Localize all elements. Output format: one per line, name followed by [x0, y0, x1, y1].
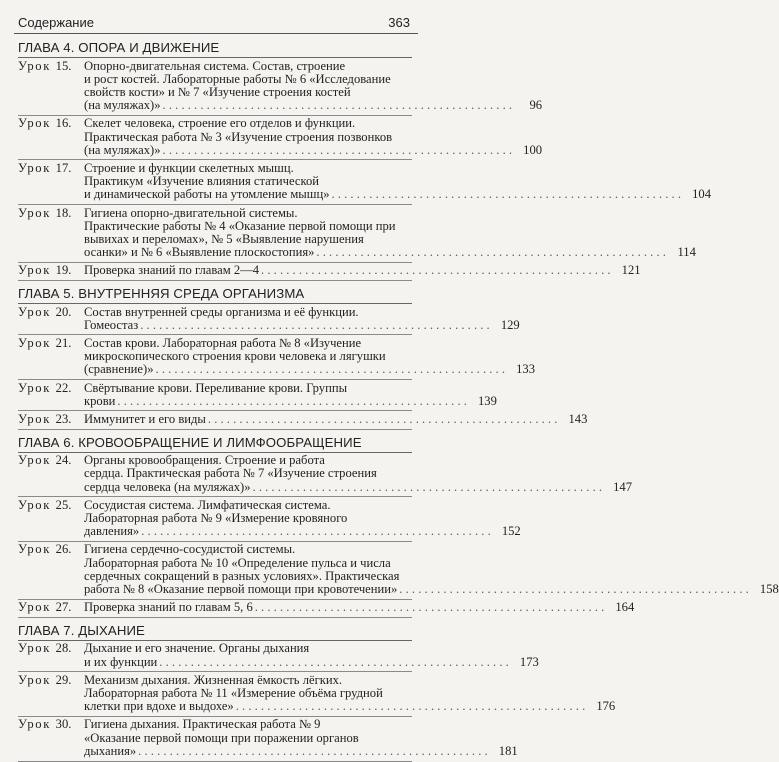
lesson-title-line [84, 131, 512, 144]
lesson-word: Урок [18, 641, 51, 656]
lesson-word: Урок [18, 263, 51, 278]
lesson-title-text: Гомеостаз [84, 317, 139, 332]
lesson-title [84, 117, 514, 157]
lesson-title-text: (на муляжах)» [84, 98, 161, 113]
lesson-title-text: давления» [84, 524, 140, 539]
lesson-title-text: Строение и функции скелетных мышц. [84, 160, 294, 175]
entry-page-number: 129 [500, 317, 520, 332]
lesson-title-text: Гигиена дыхания. Практическая работа № 9 [84, 717, 321, 732]
dot-leader [156, 363, 505, 376]
lesson-title-text: Состав внутренней среды организма и её функции. [84, 304, 359, 319]
lesson-title [84, 207, 668, 260]
lesson-title-line [84, 363, 505, 376]
lesson-title-text: крови [84, 393, 116, 408]
toc-entry[interactable] [18, 600, 635, 618]
entry-page-number: 121 [621, 263, 641, 278]
lesson-number: 23. [55, 411, 72, 426]
lesson-title-text: Иммунитет и его виды [84, 411, 206, 426]
page-header [14, 0, 418, 34]
lesson-label [18, 337, 84, 377]
dot-leader [163, 99, 512, 112]
lesson-title-line [84, 481, 602, 494]
lesson-title-line [84, 700, 585, 713]
lesson-title-line [84, 467, 602, 480]
lesson-word: Урок [18, 717, 51, 732]
entry-page-number: 176 [596, 699, 616, 714]
dot-leader [316, 246, 665, 259]
lesson-number: 29. [55, 672, 72, 687]
lesson-word: Урок [18, 672, 51, 687]
lesson-title-text: Лабораторная работа № 11 «Измерение объёма грудной [84, 686, 383, 701]
lesson-number: 19. [55, 263, 72, 278]
lesson-title-line [84, 601, 604, 614]
dot-leader [399, 583, 748, 596]
lesson-title-text: микроскопического строения крови человека и лягушки [84, 349, 386, 364]
entry-page-number: 133 [516, 362, 535, 377]
lesson-title-text: Дыхание и его значение. Органы дыхания [84, 641, 310, 656]
entry-page-number: 100 [523, 142, 543, 157]
toc-entry[interactable] [18, 411, 588, 429]
lesson-title [84, 454, 604, 494]
lesson-title-line [84, 306, 490, 319]
dot-leader [140, 319, 489, 332]
dot-leader [255, 601, 604, 614]
toc-entry[interactable] [18, 58, 543, 116]
lesson-title-line [84, 188, 681, 201]
lesson-label [18, 264, 84, 277]
lesson-label [18, 718, 84, 758]
entry-page-number: 104 [692, 187, 711, 202]
lesson-title-line [84, 642, 509, 655]
dot-leader [138, 745, 487, 758]
lesson-title-line [84, 525, 491, 538]
lesson-word: Урок [18, 453, 51, 468]
toc-entry[interactable] [18, 641, 539, 672]
lesson-title [84, 162, 683, 202]
toc-entry[interactable] [18, 380, 497, 411]
lesson-label [18, 601, 84, 614]
entry-page-number: 147 [613, 479, 633, 494]
lesson-title-line [84, 745, 488, 758]
lesson-title-text: Механизм дыхания. Жизненная ёмкость лёгких. [84, 672, 343, 687]
toc-entry[interactable] [18, 304, 520, 335]
entry-page-number: 96 [529, 98, 543, 113]
lesson-title-text: и их функции [84, 654, 158, 669]
lesson-title [84, 382, 469, 408]
dot-leader [253, 481, 602, 494]
lesson-word: Урок [18, 600, 51, 615]
lesson-title [84, 60, 514, 113]
entry-page-number: 173 [519, 654, 539, 669]
lesson-title-text: Лабораторная работа № 9 «Измерение кровяного [84, 510, 348, 525]
toc-entry[interactable] [18, 717, 518, 762]
lesson-title-text: Гигиена опорно-двигательной системы. [84, 205, 298, 220]
lesson-title-text: клетки при вдохе и выдохе» [84, 699, 234, 714]
lesson-title-line [84, 413, 557, 426]
toc-entry[interactable] [18, 160, 711, 205]
toc-entry[interactable] [18, 497, 521, 542]
entry-page-number: 164 [615, 600, 635, 615]
lesson-title [84, 499, 493, 539]
lesson-title [84, 543, 751, 596]
entry-page-number: 143 [568, 411, 588, 426]
toc-entry[interactable] [18, 263, 641, 281]
lesson-title-text: Практикум «Изучение влияния статической [84, 174, 320, 189]
lesson-title-text: (на муляжах)» [84, 142, 161, 157]
lesson-number: 18. [55, 205, 72, 220]
lesson-label [18, 306, 84, 332]
lesson-label [18, 382, 84, 408]
lesson-title-text: свойств кости» и № 7 «Изучение строения костей [84, 84, 351, 99]
lesson-title-text: осанки» и № 6 «Выявление плоскостопия» [84, 245, 315, 260]
entry-page-number: 158 [759, 582, 779, 596]
toc-entry[interactable] [18, 116, 543, 161]
dot-leader [141, 525, 490, 538]
lesson-number: 22. [55, 380, 72, 395]
lesson-title-line [84, 732, 488, 745]
lesson-title-text: Проверка знаний по главам 2—4 [84, 263, 260, 278]
lesson-word: Урок [18, 205, 51, 220]
chapter-heading: ГЛАВА 5. ВНУТРЕННЯЯ СРЕДА ОРГАНИЗМА [18, 286, 412, 304]
lesson-title-text: и динамической работы на утомление мышц» [84, 187, 330, 202]
lesson-title [84, 306, 492, 332]
entry-page-number: 139 [478, 393, 497, 408]
lesson-word: Урок [18, 335, 51, 350]
lesson-word: Урок [18, 304, 51, 319]
lesson-title [84, 337, 507, 377]
lesson-label [18, 413, 84, 426]
lesson-number: 30. [55, 717, 72, 732]
lesson-label [18, 454, 84, 494]
lesson-number: 24. [55, 453, 72, 468]
dot-leader [163, 144, 512, 157]
lesson-title-text: вывихах и переломах», № 5 «Выявление нарушения [84, 231, 364, 246]
lesson-title-line [84, 264, 611, 277]
lesson-title-text: Сосудистая система. Лимфатическая система. [84, 497, 331, 512]
entry-page-number: 152 [501, 524, 521, 539]
lesson-number: 20. [55, 304, 72, 319]
lesson-title [84, 718, 490, 758]
toc-entry[interactable] [18, 672, 616, 717]
lesson-number: 28. [55, 641, 72, 656]
lesson-label [18, 499, 84, 539]
lesson-title-line [84, 144, 512, 157]
lesson-title-text: сердечных сокращений в разных условиях». Практическая [84, 568, 400, 583]
lesson-title [84, 642, 511, 668]
chapter-heading: ГЛАВА 7. ДЫХАНИЕ [18, 623, 412, 641]
lesson-title-text: сердца. Практическая работа № 7 «Изучение строения [84, 466, 377, 481]
lesson-word: Урок [18, 497, 51, 512]
lesson-number: 16. [55, 116, 72, 131]
lesson-number: 26. [55, 542, 72, 557]
lesson-number: 25. [55, 497, 72, 512]
lesson-title-line [84, 656, 509, 669]
dot-leader [159, 656, 508, 669]
lesson-label [18, 543, 84, 596]
entry-page-number: 181 [498, 743, 518, 758]
lesson-title-text: Гигиена сердечно-сосудистой системы. [84, 542, 296, 557]
dot-leader [208, 413, 557, 426]
lesson-title-text: Свёртывание крови. Переливание крови. Группы [84, 380, 348, 395]
lesson-label [18, 674, 84, 714]
dot-leader [261, 264, 610, 277]
lesson-title-line [84, 99, 512, 112]
lesson-title-line [84, 246, 666, 259]
lesson-title [84, 601, 606, 614]
entry-page-number: 114 [677, 245, 696, 260]
lesson-label [18, 117, 84, 157]
lesson-title [84, 264, 613, 277]
chapter-heading: ГЛАВА 6. КРОВООБРАЩЕНИЕ И ЛИМФООБРАЩЕНИЕ [18, 435, 412, 453]
toc-entry[interactable] [18, 453, 633, 498]
lesson-number: 15. [55, 58, 72, 73]
lesson-title-text: Органы кровообращения. Строение и работа [84, 453, 325, 468]
lesson-word: Урок [18, 380, 51, 395]
lesson-title-text: «Оказание первой помощи при поражении органов [84, 730, 359, 745]
lesson-title-text: Скелет человека, строение его отделов и функции. [84, 116, 356, 131]
lesson-title-text: работа № 8 «Оказание первой помощи при кровотечении» [84, 582, 398, 596]
lesson-title-line [84, 319, 490, 332]
dot-leader [332, 188, 681, 201]
lesson-word: Урок [18, 542, 51, 557]
lesson-title-text: (сравнение)» [84, 362, 154, 377]
lesson-label [18, 60, 84, 113]
lesson-title-text: и рост костей. Лабораторные работы № 6 «Исследование [84, 71, 391, 86]
dot-leader [117, 395, 466, 408]
toc-entry[interactable] [18, 335, 535, 380]
lesson-number: 27. [55, 600, 72, 615]
lesson-label [18, 642, 84, 668]
lesson-title-text: Опорно-двигательная система. Состав, строение [84, 58, 346, 73]
lesson-word: Урок [18, 116, 51, 131]
lesson-title-text: дыхания» [84, 743, 137, 758]
lesson-word: Урок [18, 160, 51, 175]
lesson-title [84, 674, 587, 714]
lesson-label [18, 207, 84, 260]
lesson-title-line [84, 382, 467, 395]
lesson-title-line [84, 395, 467, 408]
page-number: 363 [388, 15, 410, 30]
chapter-heading: ГЛАВА 4. ОПОРА И ДВИЖЕНИЕ [18, 40, 412, 58]
lesson-title-text: Проверка знаний по главам 5, 6 [84, 600, 253, 615]
lesson-title-text: Состав крови. Лабораторная работа № 8 «Изучение [84, 335, 362, 350]
lesson-word: Урок [18, 411, 51, 426]
lesson-title-line [84, 583, 749, 596]
toc-entry[interactable] [18, 542, 779, 600]
dot-leader [236, 700, 585, 713]
lesson-title-text: сердца человека (на муляжах)» [84, 479, 251, 494]
lesson-title [84, 413, 559, 426]
lesson-title-text: Практическая работа № 3 «Изучение строения позвонков [84, 129, 393, 144]
lesson-title-text: Практические работы № 4 «Оказание первой помощи при [84, 218, 396, 233]
toc-entry[interactable] [18, 205, 696, 263]
lesson-number: 21. [55, 335, 72, 350]
lesson-word: Урок [18, 58, 51, 73]
table-of-contents [14, 34, 779, 762]
lesson-title-text: Лабораторная работа № 10 «Определение пульса и числа [84, 555, 391, 570]
lesson-number: 17. [55, 160, 72, 175]
running-title: Содержание [18, 15, 94, 30]
lesson-label [18, 162, 84, 202]
